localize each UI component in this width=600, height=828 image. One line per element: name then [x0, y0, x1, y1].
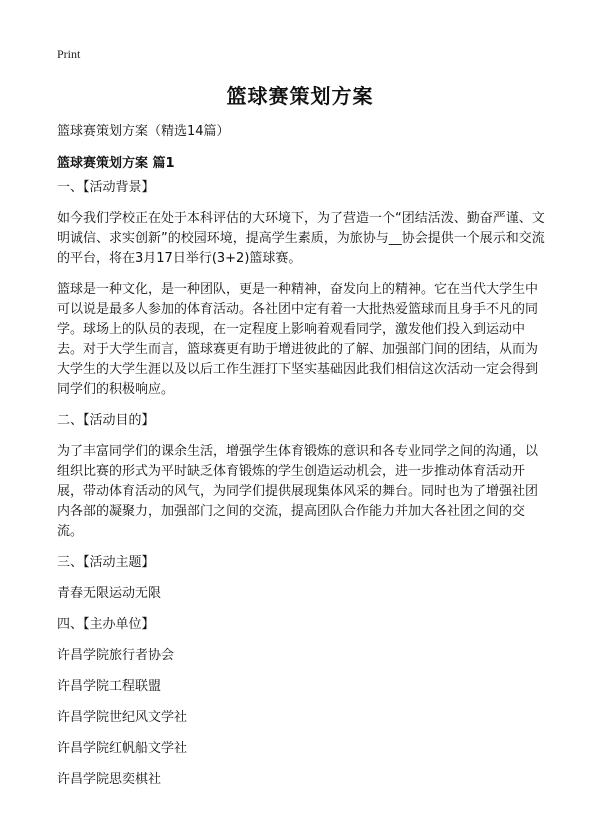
document-subtitle: 篮球赛策划方案（精选14篇） [57, 124, 230, 139]
paragraph-purpose: 为了丰富同学们的课余生活，增强学生体育锻炼的意识和各专业同学之间的沟通，以组织比赛的形式为平时缺乏体育锻炼的学生创造运动机会，进一步推动体育活动开展，带动体育活动的风气，为同学们提供展现集体风采的舞台。同时也为了增强社团内各部的凝聚力，加强部门之间的交流，提高团队合作能力并加大各社团之间的交流。 [57, 444, 539, 539]
organizer-item: 许昌学院旅行者协会 [57, 648, 175, 663]
paragraph-background-2: 篮球是一种文化，是一种团队，更是一种精神，奋发向上的精神。它在当代大学生中可以说是最多人参加的体育活动。各社团中定有着一大批热爱篮球而且身手不凡的同学。球场上的队员的表现，在一定程度上影响着观看同学，激发他们投入到运动中去。对于大学生而言，篮球赛更有助于增进彼此的了解、加强部门间的团结，从而为大学生的大学生涯以及以后工作生涯打下坚实基础因此我们相信这次活动一定会得到同学们的积极响应。 [57, 282, 539, 397]
document-title: 篮球赛策划方案 [226, 84, 374, 108]
paragraph-theme: 青春无限运动无限 [57, 586, 162, 601]
paragraph-background-1: 如今我们学校正在处于本科评估的大环境下，为了营造一个“团结活泼、勤奋严谨、文明诚信、求实创新”的校园环境，提高学生素质，为旅协与__协会提供一个展示和交流的平台，将在3月17日举行(3+2)篮球赛。 [57, 211, 545, 266]
heading-organizers: 四、【主办单位】 [57, 617, 155, 632]
section-title: 篮球赛策划方案 篇1 [57, 156, 175, 171]
heading-background: 一、【活动背景】 [57, 180, 155, 195]
document-body [57, 178, 547, 801]
print-label: Print [57, 47, 81, 61]
organizer-item: 许昌学院红帆船文学社 [57, 741, 188, 756]
organizer-item: 许昌学院思奕棋社 [57, 772, 162, 787]
organizer-item: 许昌学院工程联盟 [57, 679, 162, 694]
heading-theme: 三、【活动主题】 [57, 555, 155, 570]
organizer-item: 许昌学院世纪风文学社 [57, 710, 188, 725]
heading-purpose: 二、【活动目的】 [57, 413, 155, 428]
